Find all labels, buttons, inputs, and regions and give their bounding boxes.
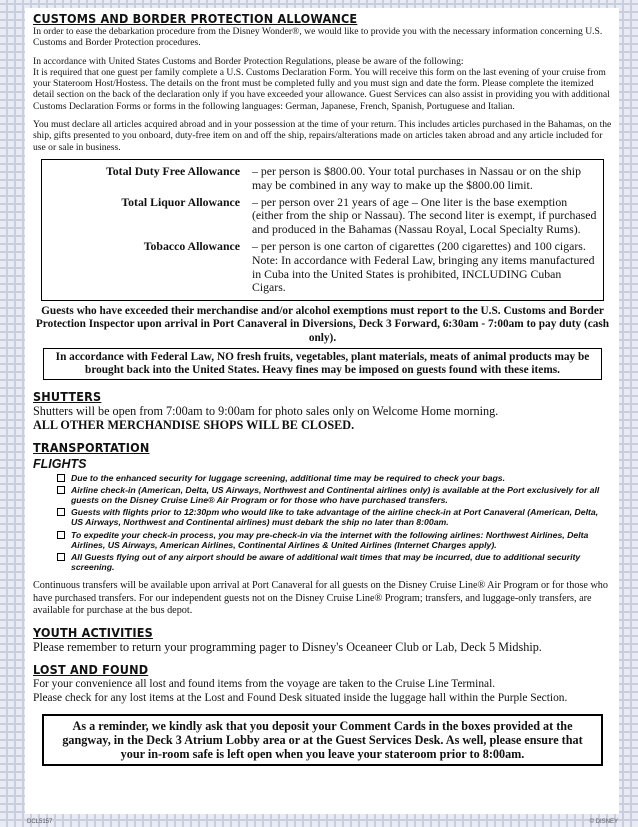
list-item: To expedite your check-in process, you may pre-check-in via the internet with the following airlines: Northwest Airlines, Delta Airlines, US Airways, American Airlines, Continental Airlines & United Airlines (Internet Charges apply). bbox=[57, 530, 612, 550]
footer-copyright: © DISNEY bbox=[589, 819, 618, 825]
transportation-heading: TRANSPORTATION bbox=[33, 439, 150, 455]
youth-heading: YOUTH ACTIVITIES bbox=[33, 624, 153, 640]
exceeded-notice: Guests who have exceeded their merchandise and/or alcohol exemptions must report to the U.S. Customs and Border Protection Inspector upon arrival in Port Canaveral in Diversions, Deck 3 Forward, 6:30am - 7:00am to pay duty (cash only). bbox=[35, 305, 610, 344]
federal-law-box bbox=[43, 348, 602, 380]
customs-heading: CUSTOMS AND BORDER PROTECTION ALLOWANCE bbox=[33, 11, 358, 26]
checkbox-icon bbox=[57, 474, 65, 482]
shutters-heading: SHUTTERS bbox=[33, 388, 102, 404]
shutters-line2: ALL OTHER MERCHANDISE SHOPS WILL BE CLOSED. bbox=[33, 417, 355, 432]
customs-intro: In order to ease the debarkation procedure from the Disney Wonder®, we would like to provide you with the necessary information concerning U.S. Customs and Border Protection procedures. bbox=[33, 26, 603, 49]
lost-found-line2: Please check for any lost items at the Lost and Found Desk situated inside the luggage hall within the Purple Section. bbox=[33, 691, 568, 704]
checkbox-icon bbox=[57, 486, 65, 494]
reminder-box bbox=[42, 714, 603, 767]
customs-regs-lead: In accordance with United States Customs and Border Protection Regulations, please be aware of the following: bbox=[33, 55, 464, 67]
allowance-box bbox=[41, 159, 604, 301]
youth-text: Please remember to return your programming pager to Disney's Oceaneer Club or Lab, Deck 5 Midship. bbox=[33, 639, 542, 654]
list-item: Guests with flights prior to 12:30pm who would like to take advantage of the airline check-in at Port Canaveral (American, Delta, US Airways, Northwest and Continental airlines) must debark the ship no later than 8:00am. bbox=[57, 507, 612, 527]
allowance-label: Total Duty Free Allowance bbox=[105, 163, 240, 178]
flights-list bbox=[33, 473, 612, 573]
allowance-label: Total Liquor Allowance bbox=[121, 194, 240, 209]
allowance-label: Tobacco Allowance bbox=[143, 238, 240, 253]
shutters-line1: Shutters will be open from 7:00am to 9:00am for photo sales only on Welcome Home morning. bbox=[33, 403, 499, 418]
flights-heading: FLIGHTS bbox=[33, 456, 87, 471]
checkbox-icon bbox=[57, 553, 65, 561]
allowance-row-duty-free bbox=[48, 165, 597, 193]
list-item: Due to the enhanced security for luggage screening, additional time may be required to check your bags. bbox=[57, 473, 612, 483]
reminder-text: As a reminder, we kindly ask that you deposit your Comment Cards in the boxes provided at the gangway, in the Deck 3 Atrium Lobby area or at the Guest Services Desk. As well, please ensure that your in-room safe is left open when you leave your stateroom prior to 8:00am. bbox=[62, 718, 583, 762]
allowance-text: – per person is one carton of cigarettes (200 cigarettes) and 100 cigars. Note: In accordance with Federal Law, bringing any items manufactured in Cuba into the United States is prohibited, INCLUDING Cuban Cigars. bbox=[252, 238, 595, 295]
allowance-row-tobacco bbox=[48, 240, 597, 295]
federal-law-text: In accordance with Federal Law, NO fresh fruits, vegetables, plant materials, meats of animal products may be brought back into the United States. Heavy fines may be imposed on guests found with these items. bbox=[55, 351, 590, 377]
list-item: Airline check-in (American, Delta, US Airways, Northwest and Continental airlines only) is available at the Port exclusively for all guests on the Disney Cruise Line® Air Program or for those who have purchased transfers. bbox=[57, 485, 612, 505]
footer-code: DCL5157 bbox=[27, 819, 53, 825]
continuous-transfers: Continuous transfers will be available upon arrival at Port Canaveral for all guests on the Disney Cruise Line® Air Program or for those who have purchased transfers. For our independent guests not on the Disney Cruise Line® Program; transfers, and luggage-only transfers, are available for purchase at the bus depot. bbox=[33, 580, 608, 617]
checkbox-icon bbox=[57, 531, 65, 539]
allowance-text: – per person over 21 years of age – One liter is the base exemption (either from the ship or Nassau). The second liter is exempt, if purchased and produced in the Bahamas (Nassau Royal, Local Specialty Rums). bbox=[252, 194, 597, 237]
document-sheet bbox=[25, 8, 619, 814]
lost-found-heading: LOST AND FOUND bbox=[33, 661, 149, 677]
checkbox-icon bbox=[57, 508, 65, 516]
allowance-row-liquor bbox=[48, 196, 597, 237]
lost-found-line1: For your convenience all lost and found items from the voyage are taken to the Cruise Line Terminal. bbox=[33, 677, 496, 690]
customs-declare: You must declare all articles acquired abroad and in your possession at the time of your return. This includes articles purchased in the Bahamas, on the ship, gifts presented to you onboard, duty-free item on and off the ship, repairs/alterations made on articles taken abroad and any article included for use or sale in business. bbox=[33, 119, 612, 153]
customs-regs-body: It is required that one guest per family complete a U.S. Customs Declaration Form. You will receive this form on the last evening of your cruise from your Stateroom Host/Hostess. The details on the front must be completed fully and you must sign and date the form. Please complete the itemized detail section on the back of the declaration only if you have exceeded your allowance. Guest Services can also assist in providing you with additional Customs Declaration Forms or forms in the following languages: German, Japanese, French, Spanish, Portuguese and Italian. bbox=[33, 66, 610, 112]
list-item: All Guests flying out of any airport should be aware of additional wait times that may be incurred, due to additional security screening. bbox=[57, 552, 612, 572]
allowance-text: – per person is $800.00. Your total purchases in Nassau or on the ship may be combined in any way to make up the $800.00 limit. bbox=[252, 163, 581, 192]
